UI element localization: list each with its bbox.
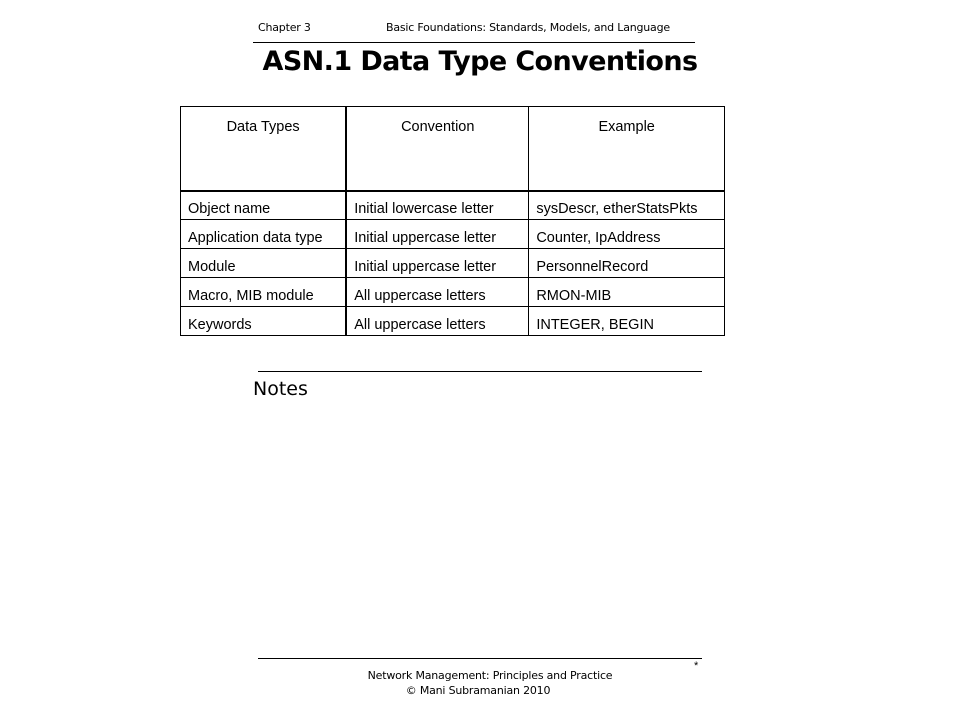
footer-book-title: Network Management: Principles and Practice — [367, 669, 613, 682]
cell-example: sysDescr, etherStatsPkts — [529, 191, 725, 220]
footer-asterisk: * — [694, 660, 699, 672]
cell-example: Counter, IpAddress — [529, 220, 725, 249]
table-header-row — [181, 107, 725, 191]
table-row — [181, 220, 725, 249]
column-header-example: Example — [529, 107, 725, 191]
notes-heading: Notes — [253, 378, 308, 400]
cell-data-type: Macro, MIB module — [181, 278, 347, 307]
cell-data-type: Application data type — [181, 220, 347, 249]
slide-title — [0, 46, 960, 77]
chapter-subtitle: Basic Foundations: Standards, Models, and Language — [386, 21, 670, 34]
header-divider — [253, 42, 695, 43]
column-header-convention: Convention — [346, 107, 529, 191]
cell-example: PersonnelRecord — [529, 249, 725, 278]
cell-example: RMON-MIB — [529, 278, 725, 307]
cell-convention: Initial lowercase letter — [346, 191, 529, 220]
cell-example: INTEGER, BEGIN — [529, 307, 725, 336]
footer-divider — [258, 658, 702, 659]
table-row — [181, 307, 725, 336]
cell-convention: All uppercase letters — [346, 278, 529, 307]
cell-data-type: Module — [181, 249, 347, 278]
cell-convention: Initial uppercase letter — [346, 220, 529, 249]
footer-copyright: © Mani Subramanian 2010 — [405, 684, 551, 697]
cell-convention: Initial uppercase letter — [346, 249, 529, 278]
cell-data-type: Object name — [181, 191, 347, 220]
table-row — [181, 278, 725, 307]
table-row — [181, 249, 725, 278]
column-header-data-types: Data Types — [181, 107, 347, 191]
cell-data-type: Keywords — [181, 307, 347, 336]
table-row — [181, 191, 725, 220]
chapter-label: Chapter 3 — [258, 21, 311, 34]
notes-divider — [258, 371, 702, 372]
cell-convention: All uppercase letters — [346, 307, 529, 336]
slide-title-text: ASN.1 Data Type Conventions — [262, 46, 698, 77]
conventions-table — [180, 106, 725, 336]
